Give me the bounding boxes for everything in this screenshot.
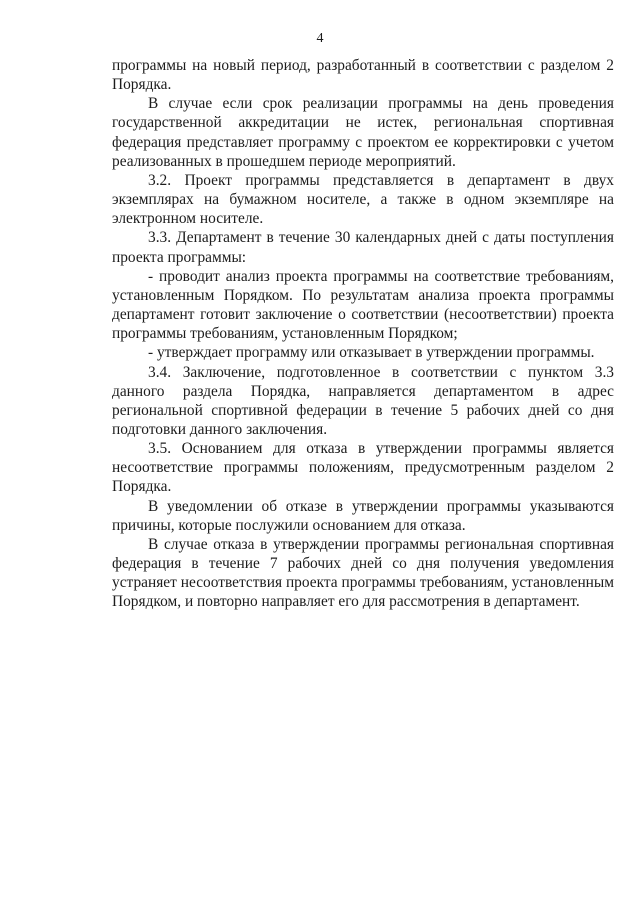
list-item-approval: - утверждает программу или отказывает в утверждении программы. [148, 344, 595, 362]
paragraph-3-3: 3.3. Департамент в течение 30 календарных дней с даты поступления проекта программы: [112, 229, 614, 266]
document-body [112, 56, 614, 612]
paragraph-refusal-resubmission: В случае отказа в утверждении программы региональная спортивная федерация в течение 7 рабочих дней со дня получения уведомления устраняет несоответствия проекта программы требованиям, установленным Порядком, и повторно направляет его для рассмотрения в департамент. [112, 535, 614, 611]
paragraph-program-correction: В случае если срок реализации программы на день проведения государственной аккредитации не истек, региональная спортивная федерация представляет программу с проектом ее корректировки с учетом реализованных в прошедшем периоде мероприятий. [112, 95, 614, 170]
list-item-analysis: - проводит анализ проекта программы на соответствие требованиям, установленным Порядком. По результатам анализа проекта программы департамент готовит заключение о соответствии (несоответствии) проекта программы требованиям, установленным Порядком; [112, 267, 614, 343]
paragraph-3-2: 3.2. Проект программы представляется в департамент в двух экземплярах на бумажном носителе, а также в одном экземпляре на электронном носителе. [112, 171, 614, 228]
paragraph-refusal-notice: В уведомлении об отказе в утверждении программы указываются причины, которые послужили основанием для отказа. [112, 497, 614, 534]
paragraph-3-4: 3.4. Заключение, подготовленное в соответствии с пунктом 3.3 данного раздела Порядка, направляется департаментом в адрес региональной спортивной федерации в течение 5 рабочих дней со дня подготовки данного заключения. [112, 363, 614, 438]
page-number: 4 [316, 31, 324, 46]
paragraph-continuation: программы на новый период, разработанный в соответствии с разделом 2 Порядка. [112, 57, 614, 94]
paragraph-3-5: 3.5. Основанием для отказа в утверждении программы является несоответствие программы положениям, предусмотренным разделом 2 Порядка. [112, 440, 614, 496]
